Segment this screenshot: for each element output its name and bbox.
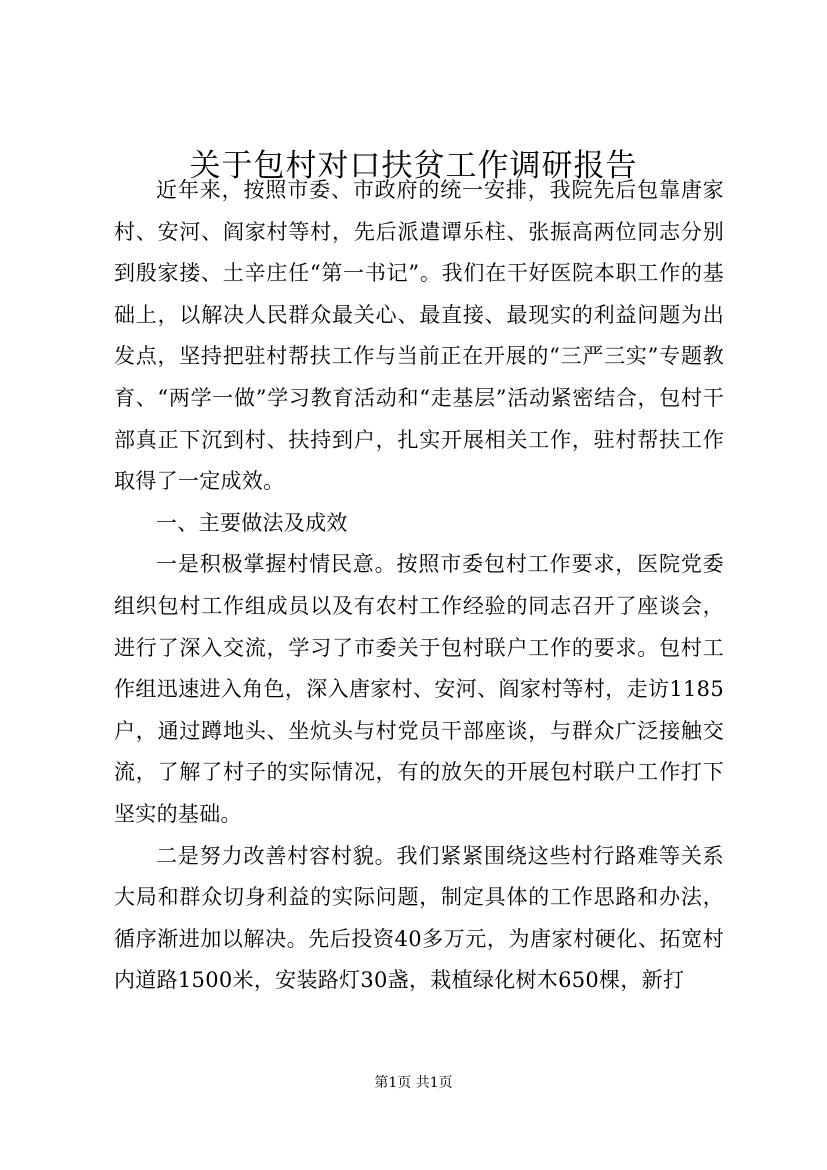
body-paragraph: 二是努力改善村容村貌。我们紧紧围绕这些村行路难等关系大局和群众切身利益的实际问题，制定具体的工作思路和办法，循序渐进加以解决。先后投资40多万元，为唐家村硬化、拓宽村内道路1500米，安装路灯30盏，栽植绿化树木650棵，新打 [114,843,724,993]
page-number: 第1页 共1页 [374,1075,453,1091]
document-body [114,170,724,1002]
intro-paragraph: 近年来，按照市委、市政府的统一安排，我院先后包靠唐家村、安河、阎家村等村，先后派遣谭乐柱、张振高两位同志分别到殷家搂、土辛庄任“第一书记”。我们在干好医院本职工作的基础上，以解决人民群众最关心、最直接、最现实的利益问题为出发点，坚持把驻村帮扶工作与当前正在开展的“三严三实”专题教育、“两学一做”学习教育活动和“走基层”活动紧密结合，包村干部真正下沉到村、扶持到户，扎实开展相关工作，驻村帮扶工作取得了一定成效。 [114,178,724,494]
document-title: 关于包村对口扶贫工作调研报告 [189,148,638,184]
page-footer [0,1073,827,1093]
section-heading: 一、主要做法及成效 [156,510,348,535]
body-paragraph: 一是积极掌握村情民意。按照市委包村工作要求，医院党委组织包村工作组成员以及有农村工作经验的同志召开了座谈会，进行了深入交流，学习了市委关于包村联户工作的要求。包村工作组迅速进入角色，深入唐家村、安河、阎家村等村，走访1185户，通过蹲地头、坐炕头与村党员干部座谈，与群众广泛接触交流，了解了村子的实际情况，有的放矢的开展包村联户工作打下坚实的基础。 [114,552,724,826]
